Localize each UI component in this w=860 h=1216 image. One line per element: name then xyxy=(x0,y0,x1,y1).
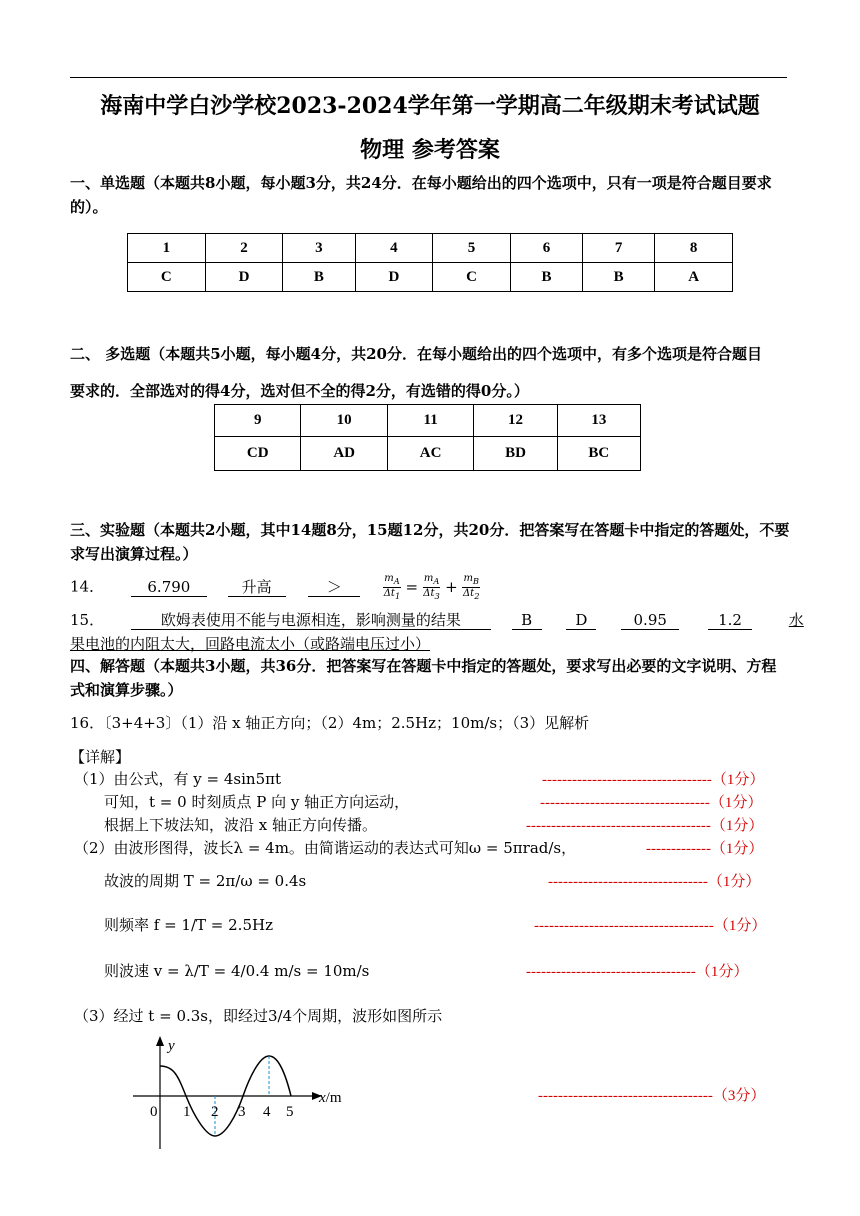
step-6: 则频率 f = 1/T = 2.5Hz xyxy=(104,916,273,934)
table-cell: AC xyxy=(387,437,473,471)
q14-blank-1: 6.790 xyxy=(131,578,207,597)
q14-formula: $\frac{m_A}{\Delta t_1}$ = $\frac{m_A}{\Delta t_3}$ + $\frac{m_B}{\Delta t_2}$ xyxy=(383,573,480,601)
table-row xyxy=(128,234,733,263)
single-choice-table xyxy=(127,233,733,292)
q14-row xyxy=(70,573,480,602)
q15-blank-3: D xyxy=(566,611,596,630)
step-7: 则波速 v = λ/T = 4/0.4 m/s = 10m/s xyxy=(104,962,370,980)
x-axis-label: x/m xyxy=(319,1090,342,1106)
wave-graph xyxy=(128,1034,368,1154)
q14-label: 14． xyxy=(70,577,105,596)
tick-label: 0 xyxy=(150,1104,158,1120)
page-subtitle: 物理 参考答案 xyxy=(360,137,500,163)
table-cell: CD xyxy=(215,437,301,471)
table-cell: 6 xyxy=(510,234,582,263)
table-cell: 3 xyxy=(283,234,355,263)
score-8: -----------------------------------（3分） xyxy=(538,1088,766,1104)
q15-row1 xyxy=(70,609,804,630)
step-4: （2）由波形图得，波长λ = 4m。由简谐运动的表达式可知ω = 5πrad/s， xyxy=(74,839,577,857)
top-rule xyxy=(70,77,787,78)
q15-blank-1: 欧姆表使用不能与电源相连，影响测量的结果 xyxy=(131,611,491,630)
step-3: 根据上下坡法知，波沿 x 轴正方向传播。 xyxy=(104,816,377,834)
table-cell: 7 xyxy=(583,234,655,263)
table-cell: 2 xyxy=(205,234,283,263)
table-cell: A xyxy=(655,263,733,292)
table-cell: D xyxy=(205,263,283,292)
multi-choice-table xyxy=(214,404,641,471)
score-5: --------------------------------（1分） xyxy=(548,874,761,890)
section1-heading: 一、单选题（本题共8小题，每小题3分，共24分．在每小题给出的四个选项中，只有一项是符合题目要求的）。 xyxy=(70,174,772,216)
table-cell: B xyxy=(283,263,355,292)
table-cell: 5 xyxy=(433,234,511,263)
q16-summary: 16．〔3+4+3〕（1）沿 x 轴正方向；（2）4m；2.5Hz；10m/s；（3）见解析 xyxy=(70,714,590,732)
table-row xyxy=(128,263,733,292)
score-4: -------------（1分） xyxy=(646,841,764,857)
page-title: 海南中学白沙学校2023-2024学年第一学期高二年级期末考试试题 xyxy=(100,93,760,119)
y-axis-arrow xyxy=(156,1036,164,1046)
score-7: ----------------------------------（1分） xyxy=(526,964,749,980)
table-cell: 4 xyxy=(355,234,433,263)
table-cell: 12 xyxy=(474,405,557,437)
table-row xyxy=(215,437,641,471)
table-cell: AD xyxy=(301,437,387,471)
q14-blank-2: 升高 xyxy=(228,578,286,597)
table-cell: 9 xyxy=(215,405,301,437)
step-8: （3）经过 t = 0.3s，即经过3/4个周期，波形如图所示 xyxy=(74,1007,443,1025)
table-cell: BC xyxy=(557,437,640,471)
tick-label: 5 xyxy=(286,1104,294,1120)
table-cell: 8 xyxy=(655,234,733,263)
table-cell: 1 xyxy=(128,234,206,263)
score-3: -------------------------------------（1分） xyxy=(526,818,764,834)
q15-blank-6a: 水 xyxy=(788,611,804,629)
q15-label: 15． xyxy=(70,611,105,629)
table-cell: 10 xyxy=(301,405,387,437)
table-row xyxy=(215,405,641,437)
table-cell: 13 xyxy=(557,405,640,437)
step-1: （1）由公式，有 y = 4sin5πt xyxy=(74,770,282,788)
tick-label: 4 xyxy=(263,1104,271,1120)
section4-heading: 四、解答题（本题共3小题，共36分．把答案写在答题卡中指定的答题处，要求写出必要的文字说明、方程式和演算步骤。） xyxy=(70,657,777,699)
tick-label: 3 xyxy=(238,1104,246,1120)
tick-label: 1 xyxy=(183,1104,191,1120)
step-2: 可知，t = 0 时刻质点 P 向 y 轴正方向运动， xyxy=(104,793,410,811)
table-cell: C xyxy=(433,263,511,292)
q15-blank-2: B xyxy=(512,611,542,630)
table-cell: 11 xyxy=(387,405,473,437)
q15-row2: 果电池的内阻太大，回路电流太小（或路端电压过小） xyxy=(70,635,431,653)
section3-heading: 三、实验题（本题共2小题，其中14题8分，15题12分，共20分．把答案写在答题卡中指定的答题处，不要求写出演算过程。） xyxy=(70,521,790,563)
q15-blank-4: 0.95 xyxy=(621,611,679,630)
table-cell: B xyxy=(583,263,655,292)
table-cell: B xyxy=(510,263,582,292)
section2-heading-line2: 要求的．全部选对的得4分，选对但不全的得2分，有选错的得0分。） xyxy=(70,382,529,400)
q15-blank-5: 1.2 xyxy=(708,611,752,630)
step-5: 故波的周期 T = 2π/ω = 0.4s xyxy=(104,872,307,890)
score-6: ------------------------------------（1分） xyxy=(534,918,767,934)
table-cell: BD xyxy=(474,437,557,471)
y-axis-label: y xyxy=(168,1038,175,1054)
table-cell: C xyxy=(128,263,206,292)
table-cell: D xyxy=(355,263,433,292)
detail-label: 【详解】 xyxy=(70,748,131,766)
score-2: ----------------------------------（1分） xyxy=(540,795,763,811)
score-1: ----------------------------------（1分） xyxy=(542,772,765,788)
section2-heading-line1: 二、 多选题（本题共5小题，每小题4分，共20分．在每小题给出的四个选项中，有多个选项是符合题目 xyxy=(70,345,762,363)
tick-label: 2 xyxy=(211,1104,219,1120)
q14-blank-3: ＞ xyxy=(308,578,360,597)
